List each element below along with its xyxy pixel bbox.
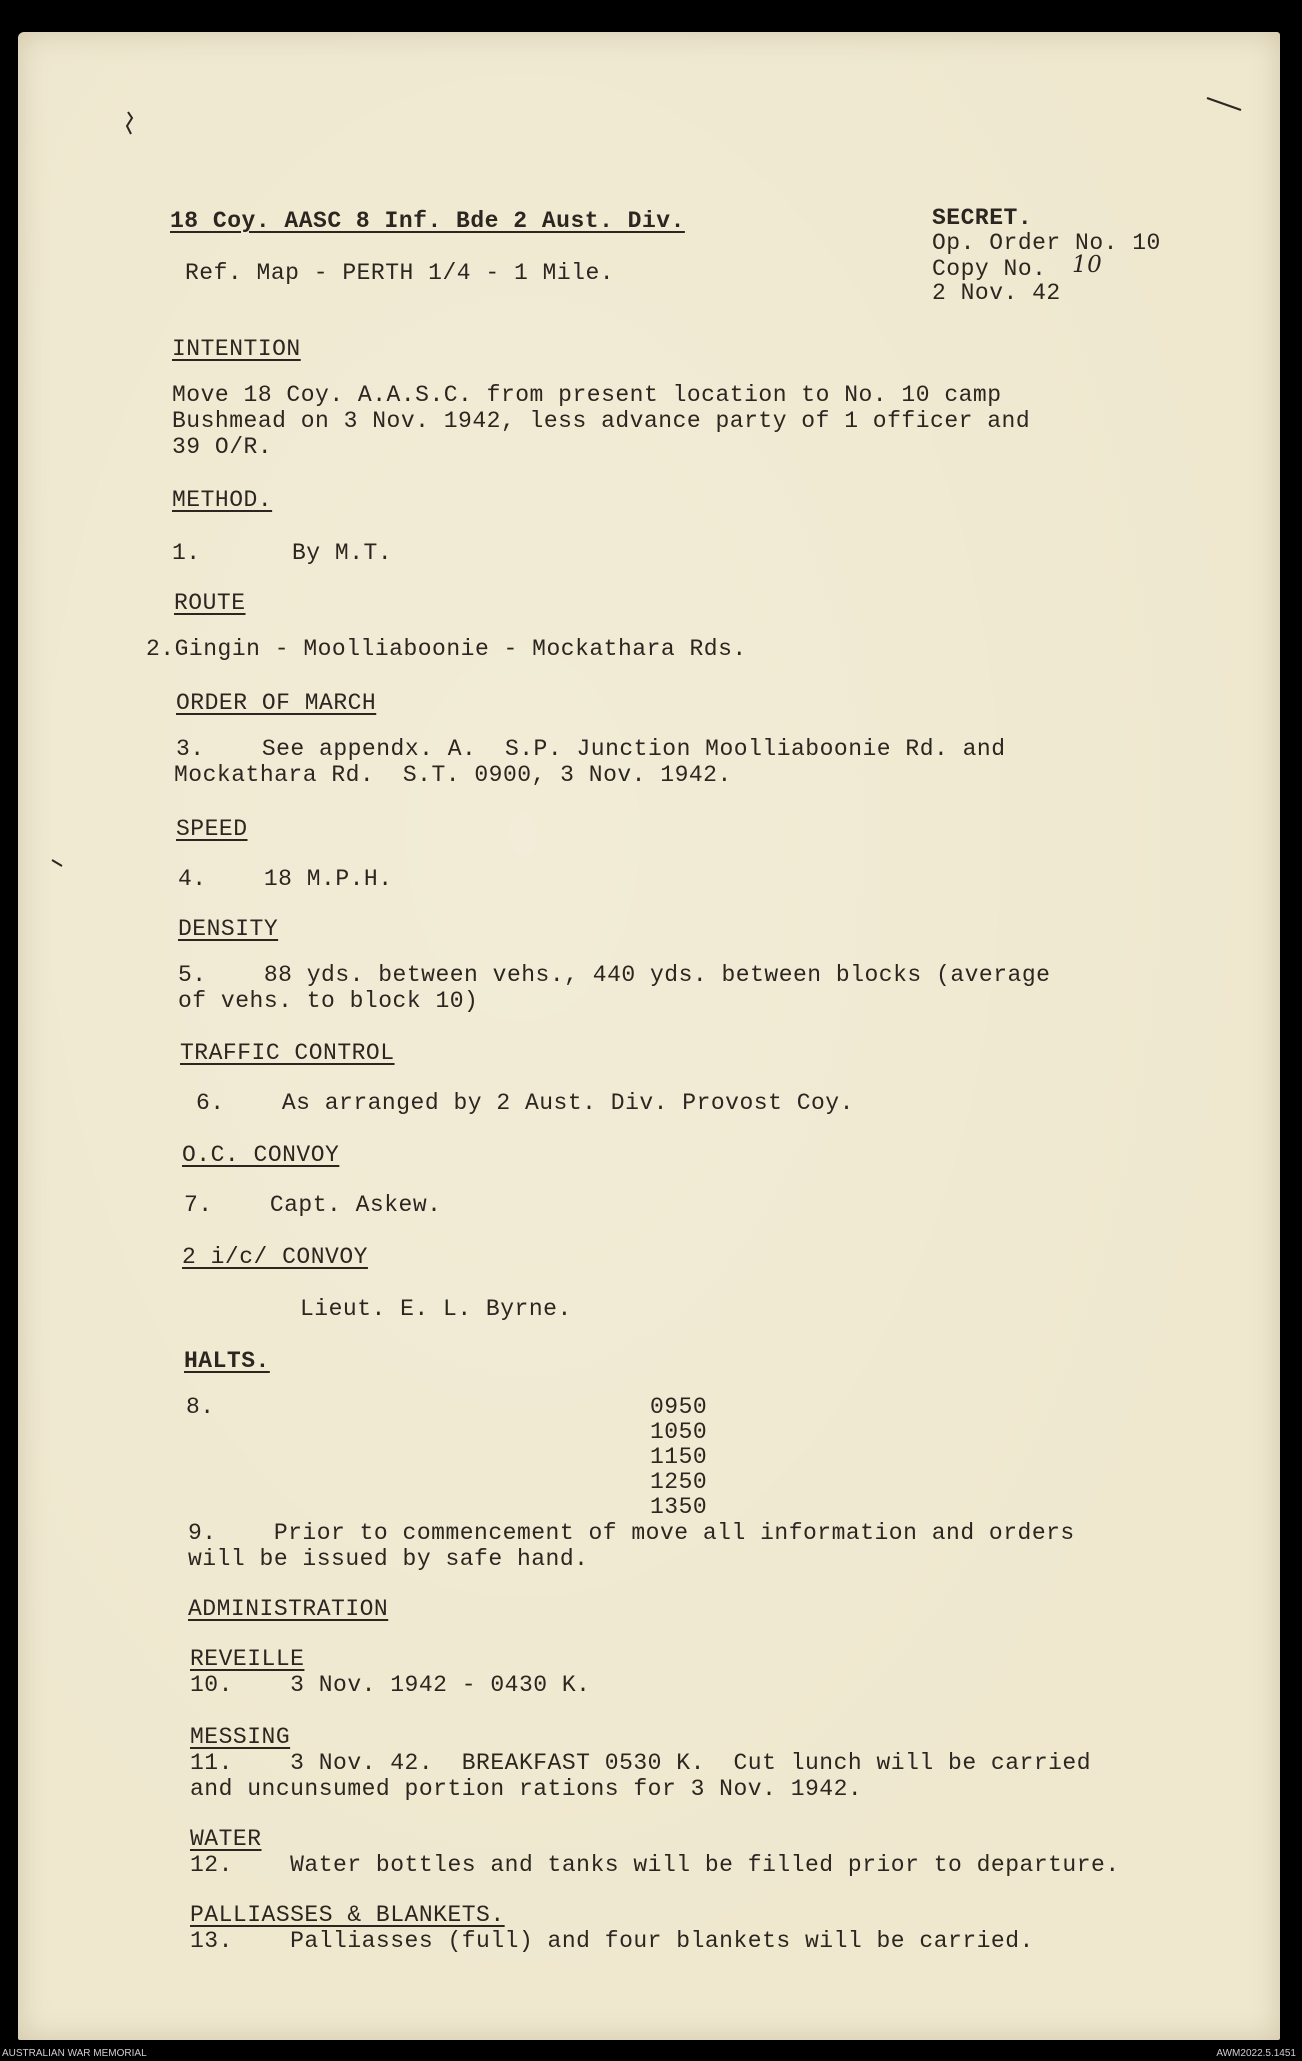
oc-convoy-heading: O.C. CONVOY [182,1142,340,1168]
method-text: By M.T. [292,540,393,566]
water-heading: WATER [190,1826,262,1852]
halts-num: 8. [186,1394,215,1420]
density-line: of vehs. to block 10) [178,988,479,1014]
intention-line: Move 18 Coy. A.A.S.C. from present location to No. 10 camp [172,382,1002,408]
method-num: 1. [172,540,201,566]
speed-text: 4. 18 M.P.H. [178,866,393,892]
op-order: Op. Order No. 10 [932,230,1161,256]
reveille-text: 10. 3 Nov. 1942 - 0430 K. [190,1672,591,1698]
intention-line: 39 O/R. [172,434,273,460]
classification: SECRET. [932,205,1033,231]
intention-heading: INTENTION [172,336,301,362]
palliasses-heading: PALLIASSES & BLANKETS. [190,1902,505,1928]
margin-tick-mark [50,858,66,870]
halt-time: 1050 [650,1419,708,1445]
palliasses-text: 13. Palliasses (full) and four blankets will be carried. [190,1928,1034,1954]
halt-time: 1250 [650,1469,708,1495]
copy-label: Copy No. [932,256,1047,282]
halt-time: 0950 [650,1394,708,1420]
density-heading: DENSITY [178,916,279,942]
second-ic-text: Lieut. E. L. Byrne. [300,1296,572,1322]
route-heading: ROUTE [174,590,246,616]
second-ic-heading: 2 i/c/ CONVOY [182,1244,368,1270]
administration-heading: ADMINISTRATION [188,1596,389,1622]
footer-source: AUSTRALIAN WAR MEMORIAL [2,2048,147,2059]
footer-id: AWM2022.5.1451 [1216,2048,1296,2059]
reveille-heading: REVEILLE [190,1646,305,1672]
messing-line: and uncunsumed portion rations for 3 Nov. 1942. [190,1776,863,1802]
pen-stroke-mark [1205,95,1245,115]
unit-heading: 18 Coy. AASC 8 Inf. Bde 2 Aust. Div. [170,208,685,234]
copy-no-handwritten: 10 [1072,252,1103,278]
ink-blot-mark [120,108,140,138]
method-heading: METHOD. [172,487,273,513]
halt-time: 1150 [650,1444,708,1470]
info-line: 9. Prior to commencement of move all information and orders [188,1520,1075,1546]
water-text: 12. Water bottles and tanks will be filled prior to departure. [190,1852,1120,1878]
speed-heading: SPEED [176,816,248,842]
order-line: 3. See appendx. A. S.P. Junction Moolliaboonie Rd. and [176,736,1006,762]
order-date: 2 Nov. 42 [932,280,1061,306]
info-line: will be issued by safe hand. [188,1546,589,1572]
intention-line: Bushmead on 3 Nov. 1942, less advance party of 1 officer and [172,408,1031,434]
traffic-text: 6. As arranged by 2 Aust. Div. Provost Coy. [196,1090,854,1116]
ref-map: Ref. Map - PERTH 1/4 - 1 Mile. [185,260,615,286]
oc-convoy-text: 7. Capt. Askew. [184,1192,442,1218]
route-text: 2.Gingin - Moolliaboonie - Mockathara Rds. [146,636,747,662]
halts-heading: HALTS. [184,1348,270,1374]
messing-heading: MESSING [190,1724,291,1750]
order-of-march-heading: ORDER OF MARCH [176,690,377,716]
density-line: 5. 88 yds. between vehs., 440 yds. between blocks (average [178,962,1051,988]
order-line: Mockathara Rd. S.T. 0900, 3 Nov. 1942. [174,762,732,788]
messing-line: 11. 3 Nov. 42. BREAKFAST 0530 K. Cut lunch will be carried [190,1750,1092,1776]
halt-time: 1350 [650,1494,708,1520]
traffic-control-heading: TRAFFIC CONTROL [180,1040,395,1066]
